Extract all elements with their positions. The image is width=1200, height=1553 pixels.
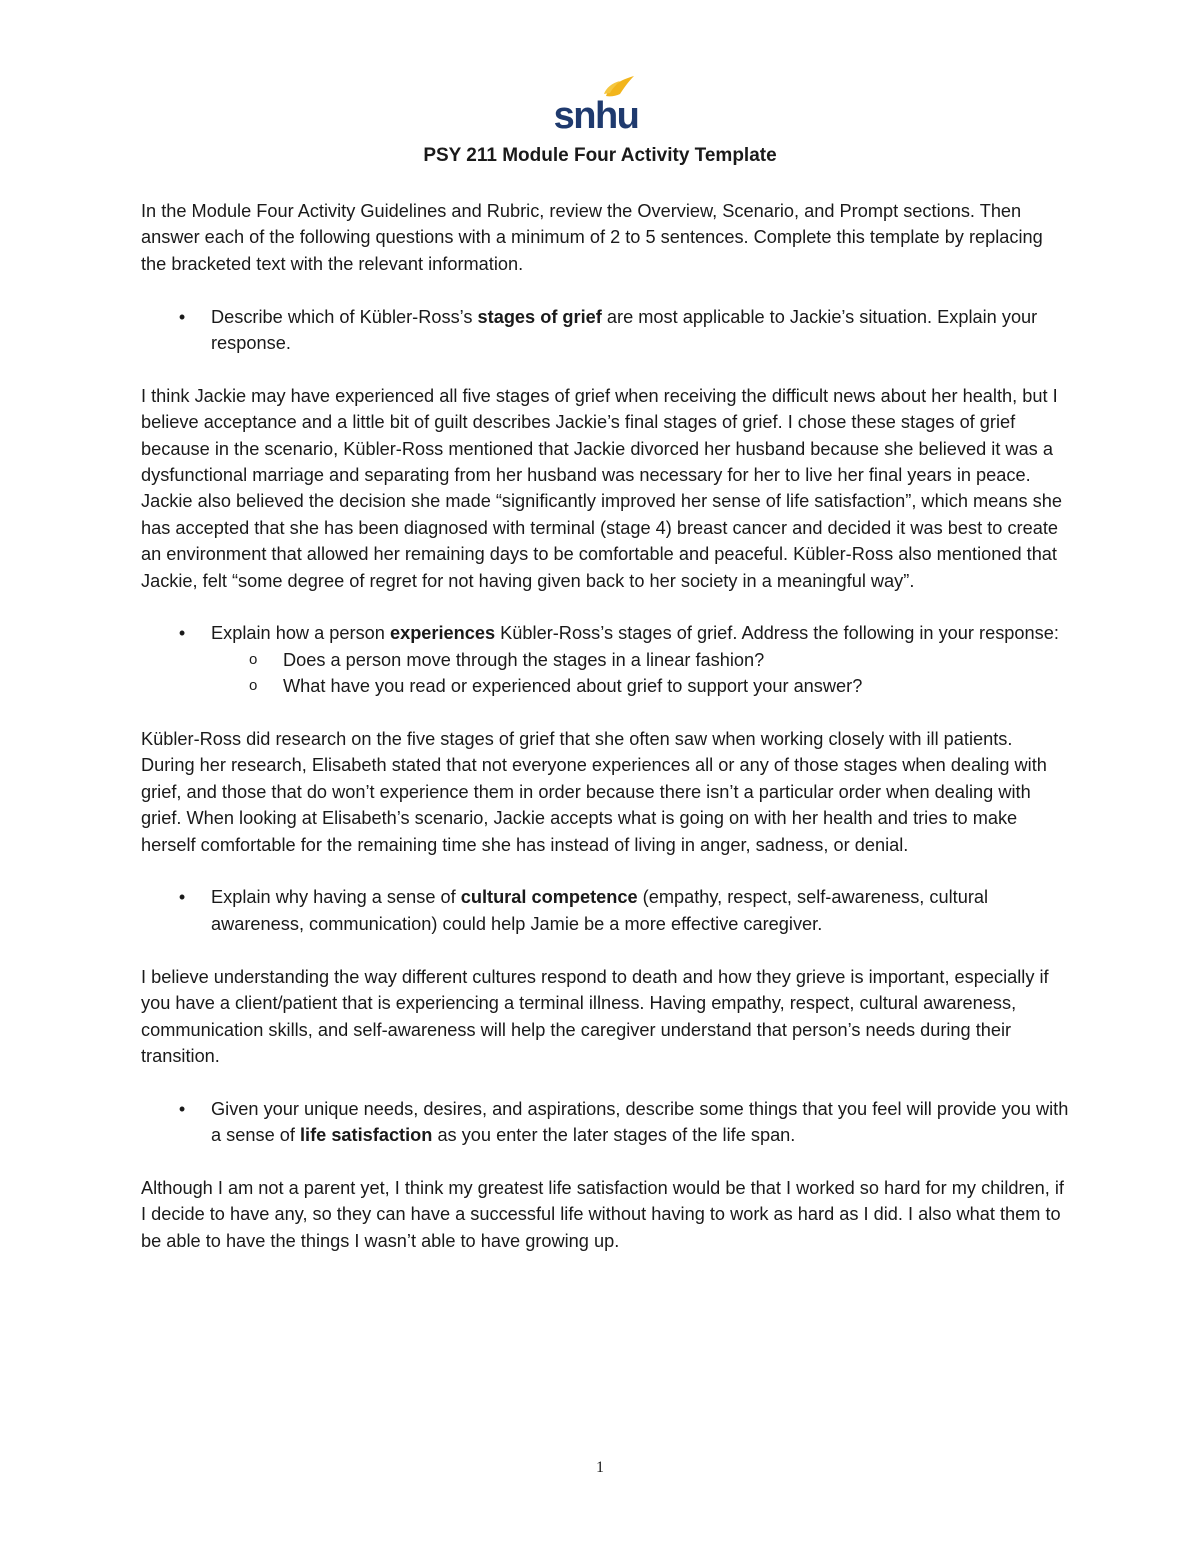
question-1-text-post: are most applicable to Jackie’s situation. Explain your response. [211,306,1038,354]
question-4-text-pre: Given your unique needs, desires, and aspirations, describe some things that you feel will provide you with a sense of [211,1098,1069,1146]
question-2-sublist [211,647,1071,700]
answer-4: Although I am not a parent yet, I think my greatest life satisfaction would be that I worked so hard for my children, if I decide to have any, so they can have a successful life without having to work as hard as I did. I also what them to be able to have the things I wasn’t able to have growing up. [141,1177,1064,1251]
snhu-flame-logo-icon [554,74,638,132]
bullet-icon: • [178,887,186,908]
question-3-text-post: (empathy, respect, self-awareness, cultural awareness, communication) could help Jamie be a more effective caregiver. [211,887,989,934]
sub-item-text: What have you read or experienced about grief to support your answer? [283,676,863,697]
question-2 [141,620,1071,699]
question-2-text-post: Kübler-Ross’s stages of grief. Address the following in your response: [495,623,1059,644]
question-4-text-post: as you enter the later stages of the life span. [432,1125,796,1146]
question-3 [141,884,1071,937]
answer-2: Kübler-Ross did research on the five stages of grief that she often saw when working closely with ill patients. During her research, Elisabeth stated that not everyone experiences all or any of those stages when dealing with grief, and those that do won’t experience them in order because there isn’t a particular order when dealing with grief. When looking at Elisabeth’s scenario, Jackie accepts what is going on with her health and tries to make herself comfortable for the remaining time she has instead of living in anger, sadness, or denial. [141,729,1047,855]
question-2-keyword: experiences [389,623,496,644]
circle-bullet-icon: o [249,650,258,668]
list-item [211,647,1071,673]
answer-3: I believe understanding the way different cultures respond to death and how they grieve is important, especially if you have a client/patient that is experiencing a terminal illness. Having empathy, respect, cultural awareness, communication skills, and self-awareness will help the caregiver understand that person’s needs during their transition. [141,966,1049,1066]
circle-bullet-icon: o [249,677,258,695]
answer-1: I think Jackie may have experienced all five stages of grief when receiving the difficult news about her health, but I believe acceptance and a little bit of guilt describes Jackie’s final stages of grief. I chose these stages of grief because in the scenario, Kübler-Ross mentioned that Jackie divorced her husband because she believed it was a dysfunctional marriage and separating from her husband was necessary for her to live her final years in peace. Jackie also believed the decision she made “significantly improved her sense of life satisfaction”, which means she has accepted that she has been diagnosed with terminal (stage 4) breast cancer and decided it was best to create an environment that allowed her remaining days to be comfortable and peaceful. Kübler-Ross also mentioned that Jackie, felt “some degree of regret for not having given back to her society in a meaningful way”. [141,385,1062,591]
question-1-keyword: stages of grief [477,306,602,327]
bullet-icon: • [178,306,186,327]
document-body [141,198,1071,1281]
question-2-text-pre: Explain how a person [211,623,390,644]
sub-item-text: Does a person move through the stages in a linear fashion? [283,649,765,670]
question-3-keyword: cultural competence [460,887,638,908]
question-4 [141,1096,1071,1149]
bullet-icon: • [178,623,186,644]
page-number: 1 [596,1459,604,1476]
list-item [211,673,1071,699]
question-1 [141,304,1071,357]
question-4-keyword: life satisfaction [299,1125,433,1146]
logo-text: snhu [554,95,638,132]
question-3-text-pre: Explain why having a sense of [211,887,461,908]
bullet-icon: • [178,1098,186,1119]
snhu-logo [554,74,638,132]
question-1-text-pre: Describe which of Kübler-Ross’s [211,306,478,327]
document-title: PSY 211 Module Four Activity Template [423,145,777,166]
intro-paragraph: In the Module Four Activity Guidelines and Rubric, review the Overview, Scenario, and Prompt sections. Then answer each of the following questions with a minimum of 2 to 5 sentences. Complete this template by replacing the bracketed text with the relevant information. [141,201,1043,274]
